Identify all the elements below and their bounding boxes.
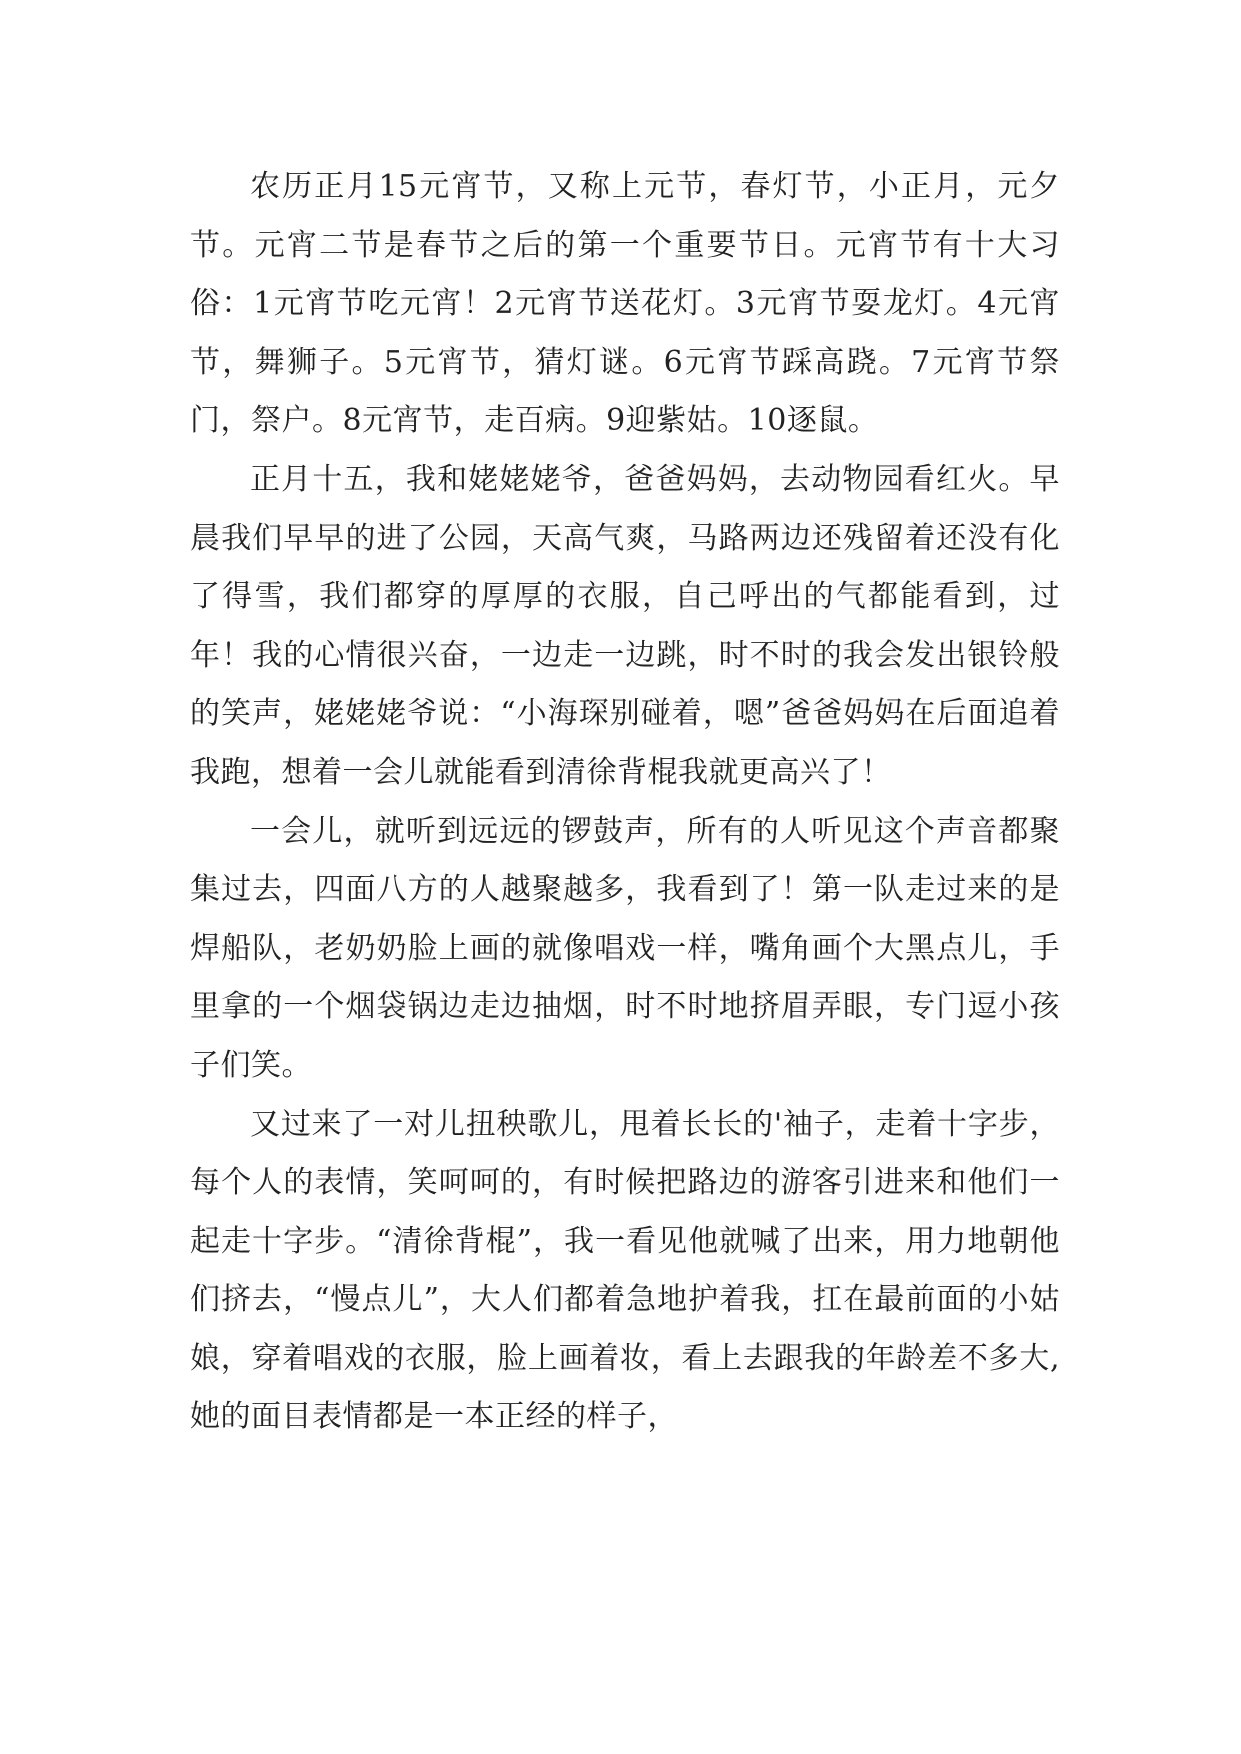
paragraph-lantern-festival-customs: 农历正月15元宵节，又称上元节，春灯节，小正月，元夕节。元宵二节是春节之后的第一个重要节日。元宵节有十大习俗：1元宵节吃元宵！2元宵节送花灯。3元宵节耍龙灯。4元宵节，舞狮子。5元宵节，猜灯谜。6元宵节踩高跷。7元宵节祭门，祭户。8元宵节，走百病。9迎紫姑。10逐鼠。 [190, 169, 1060, 439]
document-page [190, 158, 1060, 1447]
paragraph-yangge-dance: 又过来了一对儿扭秧歌儿，甩着长长的'袖子，走着十字步，每个人的表情，笑呵呵的，有时候把路边的游客引进来和他们一起走十字步。“清徐背棍”，我一看见他就喊了出来，用力地朝他们挤去，“慢点儿”，大人们都着急地护着我，扛在最前面的小姑娘，穿着唱戏的衣服，脸上画着妆，看上去跟我的年龄差不多大,她的面目表情都是一本正经的样子， [190, 1106, 1060, 1435]
paragraph-zoo-trip: 正月十五，我和姥姥姥爷，爸爸妈妈，去动物园看红火。早晨我们早早的进了公园，天高气爽，马路两边还残留着还没有化了得雪，我们都穿的厚厚的衣服，自己呼出的气都能看到，过年！我的心情很兴奋，一边走一边跳，时不时的我会发出银铃般的笑声，姥姥姥爷说：“小海琛别碰着，嗯”爸爸妈妈在后面追着我跑，想着一会儿就能看到清徐背棍我就更高兴了！ [190, 461, 1060, 790]
paragraph-boat-team: 一会儿，就听到远远的锣鼓声，所有的人听见这个声音都聚集过去，四面八方的人越聚越多，我看到了！第一队走过来的是焊船队，老奶奶脸上画的就像唱戏一样，嘴角画个大黑点儿，手里拿的一个烟袋锅边走边抽烟，时不时地挤眉弄眼，专门逗小孩子们笑。 [190, 813, 1060, 1083]
